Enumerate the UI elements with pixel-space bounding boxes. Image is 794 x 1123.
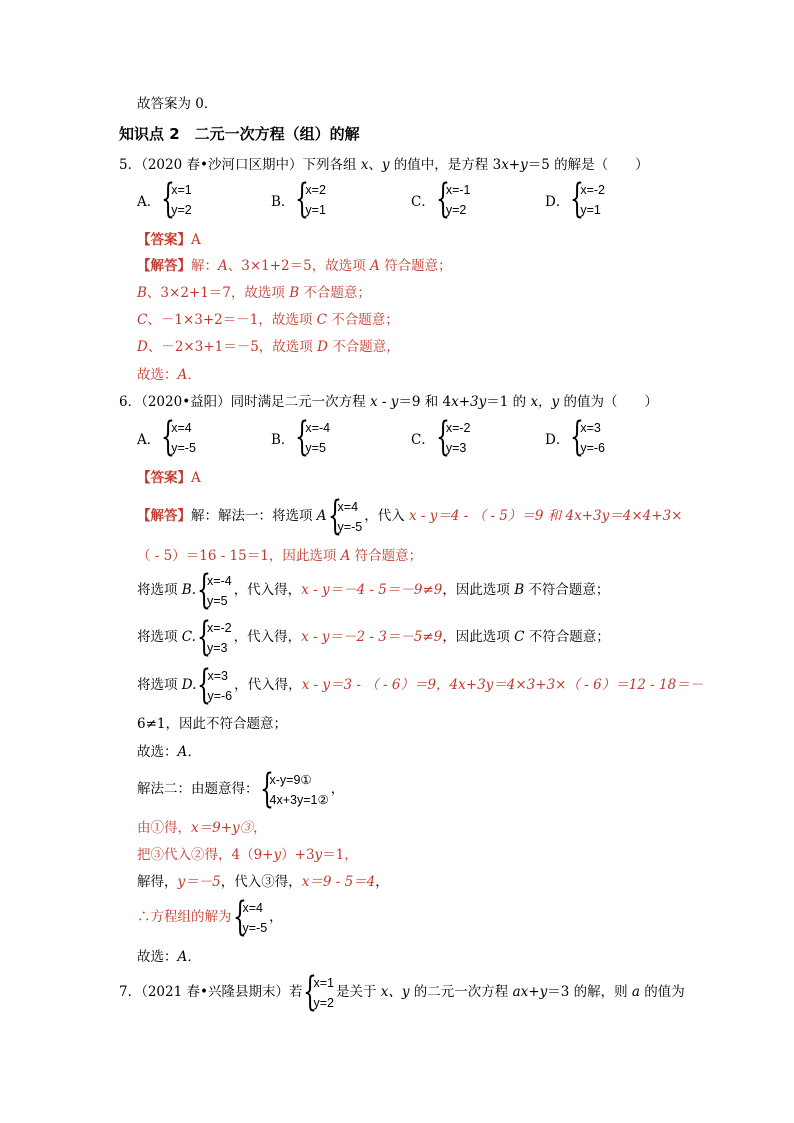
previous-answer-line [137, 95, 217, 113]
q6-step-2: 把③代入②得，4（9+y）+3y＝1， [137, 847, 358, 863]
q6-stem: 6．（2020•益阳）同时满足二元一次方程 x - y＝9 和 4x+3y＝1 的 x，y 的值为（ ） [119, 394, 658, 410]
q5-solution-line-2: B、3×2+1＝7，故选项 B 不合题意； [137, 285, 371, 301]
q5-option-d: D． { x=-2 y=1 [545, 176, 605, 222]
q7-stem: 7．（2021 春•兴隆县期末）若 { x=1 y=2 是关于 x、y 的二元一次方程 ax+y＝3 的解，则 a 的值为 [119, 968, 685, 1015]
q6-method1-cont: （ - 5）＝16 - 15＝1，因此选项 A 符合题意； [137, 548, 423, 564]
q5-option-b: B． { x=2 y=1 [271, 176, 326, 222]
q6-step-1: 由①得，x＝9+y③， [137, 820, 267, 836]
q6-option-d: D． { x=3 y=-6 [545, 414, 605, 460]
q6-method1-line: 【解答】解：解法一：将选项 A { x=4 y=-5 ，代入 x - y＝4 - （ - 5）＝9 和 4x+3y＝4×4+3× [137, 492, 683, 539]
q5-solution-line-3: C、－1×3+2＝－1，故选项 C 不合题意； [137, 312, 399, 328]
q6-method2-line: 解法二：由题意得： { x-y=9① 4x+3y=1② ， [137, 765, 345, 812]
q5-option-a: A． { x=1 y=2 [137, 176, 192, 222]
q5-answer: 【答案】A [137, 232, 201, 248]
q6-step-4: ∴方程组的解为 { x=4 y=-5 ， [137, 893, 283, 940]
q5-solution-line-1: 【解答】解：A、3×1+2＝5，故选项 A 符合题意； [137, 258, 452, 274]
q6-method1-option-c: 将选项 C. { x=-2 y=3 ，代入得，x - y＝－2 - 3＝－5≠9，因此选项 C 不符合题意； [137, 613, 610, 660]
q6-option-b: B． { x=-4 y=5 [271, 414, 331, 460]
q6-choose-2: 故选：A． [137, 949, 201, 965]
section-heading: 知识点 2 二元一次方程（组）的解 [119, 125, 360, 143]
answer-text: 故答案为 0． [137, 96, 218, 112]
q6-method1-option-d-cont: 6≠1，因此不符合题意； [137, 716, 287, 732]
q6-option-a: A． { x=4 y=-5 [137, 414, 196, 460]
q6-option-c: C． { x=-2 y=3 [411, 414, 471, 460]
q6-method1-option-d: 将选项 D. { x=3 y=-6 ，代入得，x - y＝3 - （ - 6）＝9，4x+3y＝4×3+3×（ - 6）＝12 - 18＝－ [137, 661, 704, 708]
q5-stem: 5．（2020 春•沙河口区期中）下列各组 x、y 的值中，是方程 3x+y＝5 的解是（ ） [119, 157, 649, 173]
q5-choose: 故选：A． [137, 367, 201, 383]
q5-option-c: C． { x=-1 y=2 [411, 176, 471, 222]
q6-step-3: 解得，y＝－5，代入③得，x＝9 - 5＝4， [137, 874, 389, 890]
q6-method1-option-b: 将选项 B. { x=-4 y=5 ，代入得，x - y＝－4 - 5＝－9≠9，因此选项 B 不符合题意； [137, 566, 610, 613]
q6-answer: 【答案】A [137, 470, 201, 486]
q6-choose-1: 故选：A． [137, 744, 201, 760]
q5-solution-line-4: D、－2×3+1＝－5，故选项 D 不合题意， [137, 339, 400, 355]
